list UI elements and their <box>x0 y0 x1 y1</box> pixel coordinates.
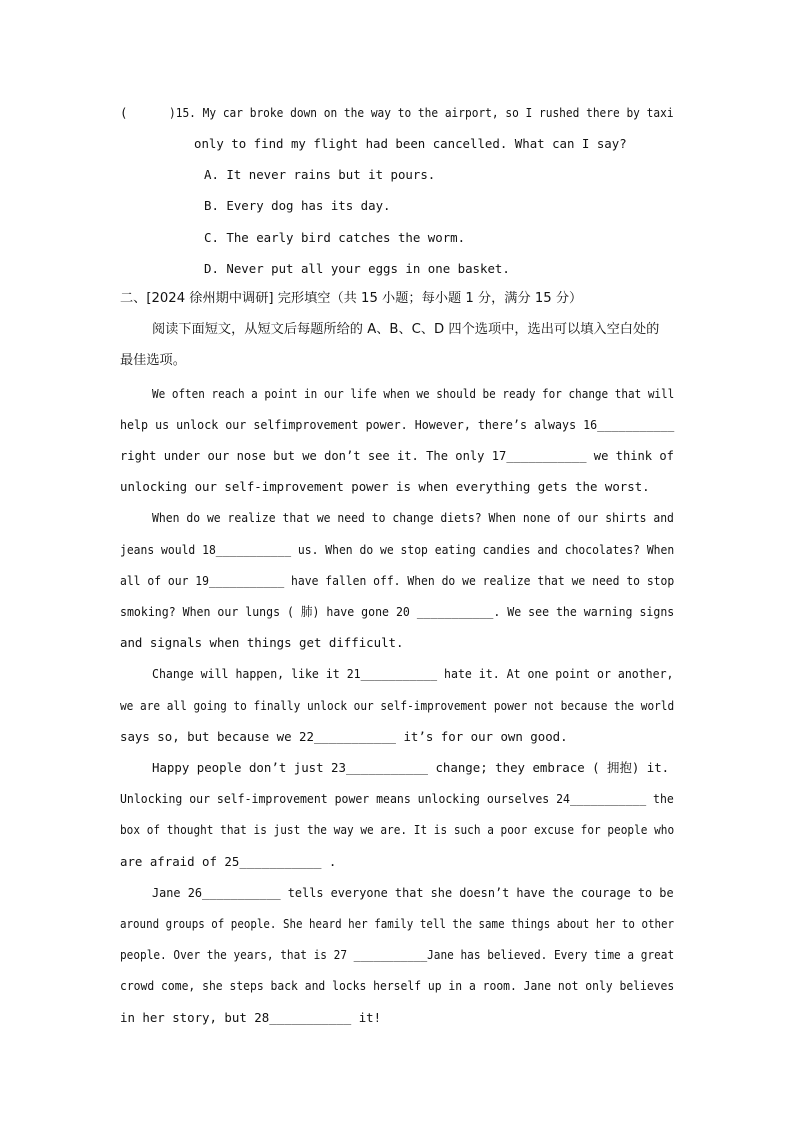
q15-stem-line-2: only to find my flight had been cancelled. What can I say? <box>194 136 627 151</box>
passage-line-20: crowd come, she steps back and locks herself up in a room. Jane not only believes <box>120 978 675 993</box>
section-2-heading: 二、[2024 徐州期中调研] 完形填空（共 15 小题；每小题 1 分，满分 15 分） <box>120 291 583 306</box>
q15-stem-line-1: )15. My car broke down on the way to the airport, so I rushed there by taxi <box>169 105 674 120</box>
passage-line-21: in her story, but 28___________ it! <box>120 1010 382 1025</box>
passage-line-2: help us unlock our selfimprovement power. However, there’s always 16___________ <box>120 417 675 432</box>
passage-line-5: When do we realize that we need to change diets? When none of our shirts and <box>152 510 674 525</box>
q15-option-c: C. The early bird catches the worm. <box>204 230 466 245</box>
passage-line-1: We often reach a point in our life when we should be ready for change that will <box>152 386 675 401</box>
section-2-instruction-line-1: 阅读下面短文，从短文后每题所给的 A、B、C、D 四个选项中，选出可以填入空白处的 <box>152 322 660 337</box>
passage-line-6: jeans would 18___________ us. When do we stop eating candies and chocolates? When <box>120 542 675 557</box>
passage-line-4: unlocking our self-improvement power is when everything gets the worst. <box>120 479 650 494</box>
passage-line-16: are afraid of 25___________ . <box>120 854 337 869</box>
passage-line-10: Change will happen, like it 21___________ hate it. At one point or another, <box>152 666 674 681</box>
passage-line-17: Jane 26___________ tells everyone that she doesn’t have the courage to be <box>152 885 674 900</box>
passage-line-14: Unlocking our self-improvement power means unlocking ourselves 24___________ the <box>120 791 674 806</box>
passage-line-8: smoking? When our lungs ( 肺) have gone 20 ___________. We see the warning signs <box>120 604 675 619</box>
q15-paren-open: ( <box>120 105 128 120</box>
q15-option-d: D. Never put all your eggs in one basket. <box>204 261 510 276</box>
passage-line-13: Happy people don’t just 23___________ change; they embrace ( 拥抱) it. <box>152 760 670 775</box>
passage-line-18: around groups of people. She heard her family tell the same things about her to other <box>120 916 675 931</box>
section-2-instruction-line-2: 最佳选项。 <box>120 353 186 368</box>
passage-line-15: box of thought that is just the way we are. It is such a poor excuse for people who <box>120 822 675 837</box>
passage-line-12: says so, but because we 22___________ it’s for our own good. <box>120 729 568 744</box>
passage-line-9: and signals when things get difficult. <box>120 635 404 650</box>
passage-line-19: people. Over the years, that is 27 ___________Jane has believed. Every time a great <box>120 947 675 962</box>
passage-line-11: we are all going to finally unlock our self-improvement power not because the world <box>120 698 675 713</box>
passage-line-3: right under our nose but we don’t see it. The only 17___________ we think of <box>120 448 674 463</box>
q15-option-a: A. It never rains but it pours. <box>204 167 436 182</box>
passage-line-7: all of our 19___________ have fallen off. When do we realize that we need to stop <box>120 573 675 588</box>
q15-option-b: B. Every dog has its day. <box>204 198 391 213</box>
